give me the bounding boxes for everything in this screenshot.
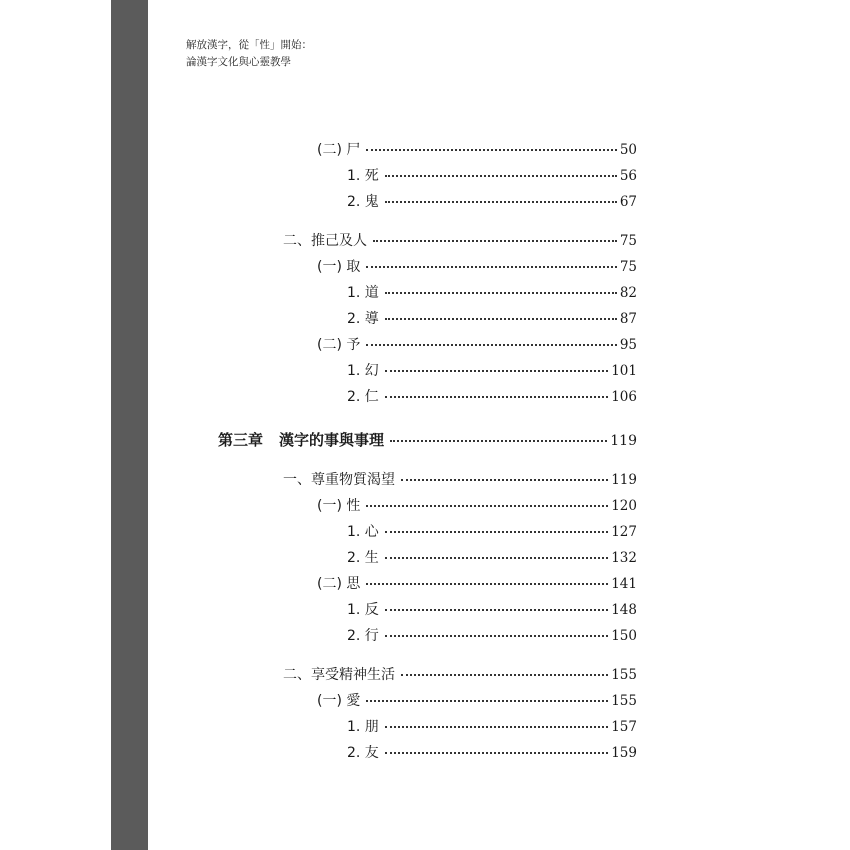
toc-entry[interactable] [347, 742, 637, 762]
toc-leader-dots [385, 396, 608, 398]
toc-page-number: 155 [611, 667, 637, 683]
header-title-line1: 解放漢字，從「性」開始： [186, 39, 312, 51]
toc-leader-dots [373, 240, 617, 242]
toc-entry-label: 2. 行 [347, 628, 379, 644]
toc-leader-dots [366, 583, 608, 585]
toc-leader-dots [385, 201, 617, 203]
toc-leader-dots [390, 440, 607, 442]
toc-entry[interactable] [347, 165, 637, 185]
toc-entry[interactable] [347, 599, 637, 619]
toc-leader-dots [385, 557, 608, 559]
toc-entry[interactable] [347, 625, 637, 645]
toc-page-number: 56 [619, 168, 637, 184]
toc-leader-dots [385, 531, 608, 533]
toc-entry[interactable] [283, 664, 637, 684]
toc-entry[interactable] [347, 521, 637, 541]
toc-chapter-title: 漢字的事與事理 [279, 431, 385, 449]
toc-page-number: 119 [611, 472, 637, 488]
toc-entry-label: 2. 友 [347, 745, 379, 761]
toc-leader-dots [366, 344, 616, 346]
toc-entry[interactable] [317, 495, 637, 515]
toc-leader-dots [366, 505, 608, 507]
toc-page-number: 75 [619, 259, 637, 275]
toc-page-number: 148 [611, 602, 637, 618]
toc-entry[interactable] [317, 256, 637, 276]
toc-leader-dots [385, 318, 617, 320]
toc-entry-label: 2. 仁 [347, 389, 379, 405]
toc-page-number: 106 [611, 389, 637, 405]
toc-entry-label: 1. 朋 [347, 719, 379, 735]
toc-entry-label: 2. 生 [347, 550, 379, 566]
toc-page-number: 82 [619, 285, 637, 301]
toc-page-number: 127 [611, 524, 637, 540]
toc-entry-label: 1. 死 [347, 168, 379, 184]
toc-leader-dots [366, 149, 616, 151]
toc-page-number: 150 [611, 628, 637, 644]
toc-leader-dots [385, 635, 608, 637]
toc-leader-dots [385, 370, 608, 372]
toc-page-number: 95 [619, 337, 637, 353]
toc-leader-dots [385, 175, 617, 177]
toc-page-number: 141 [611, 576, 637, 592]
toc-entry[interactable] [317, 573, 637, 593]
toc-entry-label: 1. 反 [347, 602, 379, 618]
toc-entry[interactable] [347, 716, 637, 736]
toc-entry-label: (一) 愛 [317, 693, 361, 709]
toc-leader-dots [366, 700, 608, 702]
toc-entry-label: (二) 尸 [317, 142, 361, 158]
toc-entry[interactable] [317, 690, 637, 710]
toc-entry-label: 一、尊重物質渴望 [283, 472, 395, 488]
toc-page-number: 155 [611, 693, 637, 709]
toc-page-number: 132 [611, 550, 637, 566]
toc-entry-label: (二) 予 [317, 337, 361, 353]
toc-leader-dots [385, 752, 608, 754]
toc-entry[interactable] [347, 386, 637, 406]
toc-page-number: 87 [619, 311, 637, 327]
toc-page-number: 157 [611, 719, 637, 735]
header-title-line2: 論漢字文化與心靈教學 [186, 56, 291, 68]
toc-entry-label: 1. 心 [347, 524, 379, 540]
toc-entry-label: (一) 性 [317, 498, 361, 514]
toc-leader-dots [385, 726, 608, 728]
toc-chapter-entry[interactable] [218, 429, 637, 449]
toc-leader-dots [385, 292, 617, 294]
toc-leader-dots [401, 674, 608, 676]
toc-entry[interactable] [283, 230, 637, 250]
toc-entry[interactable] [317, 334, 637, 354]
toc-entry-label: 二、享受精神生活 [283, 667, 395, 683]
toc-entry[interactable] [347, 547, 637, 567]
toc-entry[interactable] [347, 191, 637, 211]
toc-entry[interactable] [347, 360, 637, 380]
toc-entry-label: 1. 幻 [347, 363, 379, 379]
toc-entry-label: (二) 思 [317, 576, 361, 592]
toc-entry-label: (一) 取 [317, 259, 361, 275]
toc-leader-dots [385, 609, 608, 611]
toc-page-number: 50 [619, 142, 637, 158]
toc-entry-label: 2. 鬼 [347, 194, 379, 210]
toc-entry[interactable] [283, 469, 637, 489]
toc-entry-label: 1. 道 [347, 285, 379, 301]
toc-chapter-number: 第三章 [218, 431, 264, 449]
toc-entry[interactable] [347, 308, 637, 328]
toc-leader-dots [366, 266, 616, 268]
toc-page-number: 119 [610, 433, 637, 449]
toc-entry[interactable] [347, 282, 637, 302]
toc-page-number: 67 [619, 194, 637, 210]
toc-entry[interactable] [317, 139, 637, 159]
toc-page-number: 120 [611, 498, 637, 514]
toc-entry-label: 二、推己及人 [283, 233, 367, 249]
toc-entry-label: 2. 導 [347, 311, 379, 327]
toc-page-number: 101 [611, 363, 637, 379]
toc-leader-dots [401, 479, 608, 481]
toc-page-number: 159 [611, 745, 637, 761]
toc-page-number: 75 [619, 233, 637, 249]
